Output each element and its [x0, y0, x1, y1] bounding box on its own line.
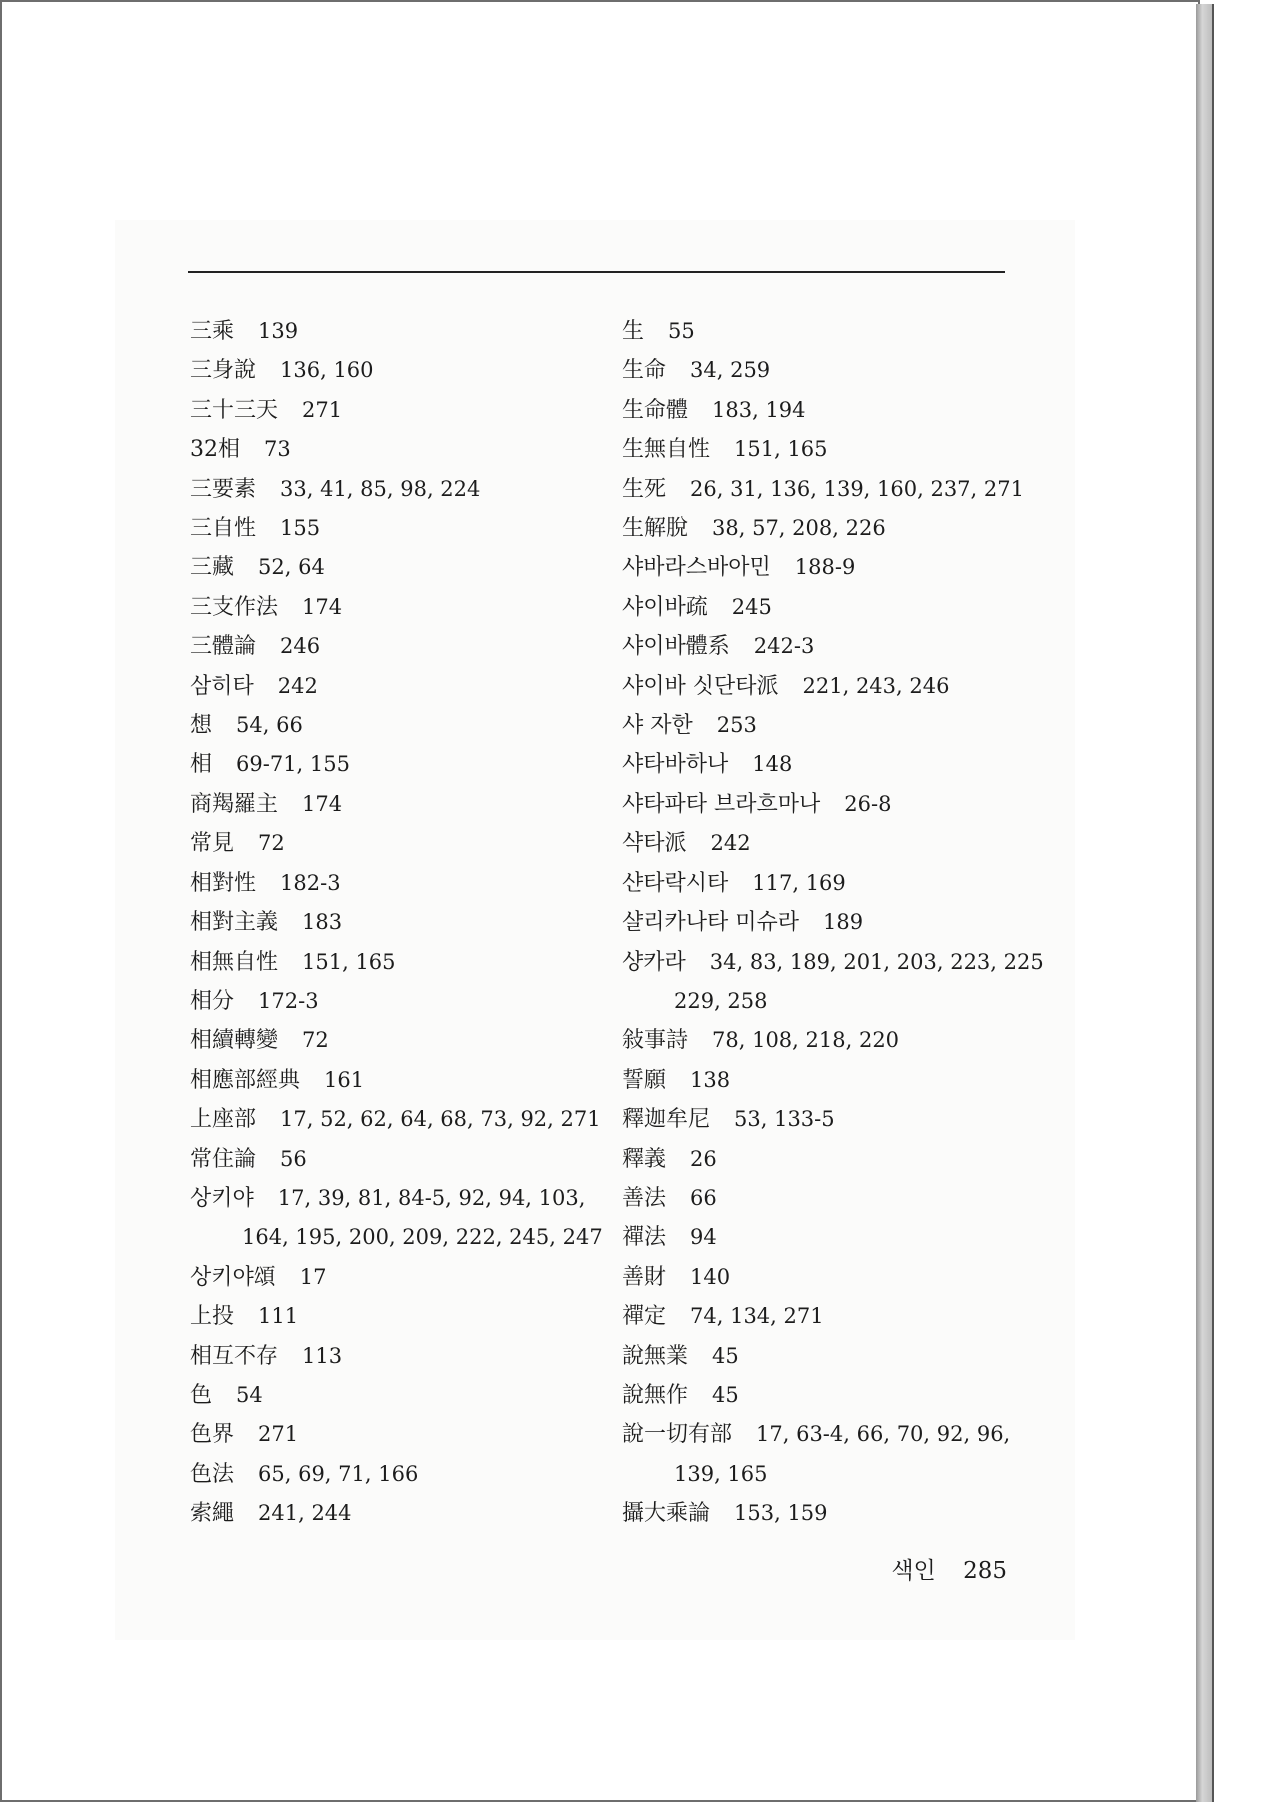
index-page-refs: 33, 41, 85, 98, 224 [280, 476, 481, 501]
index-entry-continuation [622, 1455, 1042, 1494]
index-page-refs: 65, 69, 71, 166 [258, 1461, 419, 1486]
index-entry [190, 1140, 610, 1179]
index-entry [622, 1376, 1042, 1415]
index-term: 三藏 [190, 555, 235, 581]
index-entry [622, 706, 1042, 745]
index-page-refs: 189 [823, 910, 864, 935]
index-entry [190, 1179, 610, 1218]
index-entry [622, 943, 1042, 982]
index-page-refs: 34, 83, 189, 201, 203, 223, 225 [709, 949, 1044, 974]
page-edge [1196, 4, 1214, 1802]
index-entry [622, 627, 1042, 666]
index-term: 샨타락시타 [622, 870, 729, 896]
index-entry [622, 470, 1042, 509]
index-term: 色 [190, 1382, 213, 1408]
index-page-refs: 45 [712, 1382, 739, 1407]
index-term: 相對主義 [190, 910, 279, 936]
index-page-refs: 174 [302, 594, 343, 619]
index-term: 常住論 [190, 1146, 257, 1172]
index-entry-continuation [622, 982, 1042, 1021]
index-page-refs: 72 [258, 831, 285, 856]
index-page-refs: 151, 165 [302, 949, 396, 974]
index-page-refs: 161 [324, 1067, 365, 1092]
index-page-refs: 271 [302, 397, 343, 422]
index-page-refs: 53, 133-5 [734, 1107, 835, 1132]
footer-label: 색인 [891, 1558, 936, 1584]
index-page-refs: 271 [258, 1422, 299, 1447]
index-page-refs: 38, 57, 208, 226 [712, 516, 886, 541]
index-entry [622, 667, 1042, 706]
index-page-refs: 17 [299, 1264, 327, 1289]
index-page-refs: 242-3 [753, 634, 815, 659]
index-page-refs: 72 [302, 1028, 329, 1053]
index-page-refs: 55 [668, 319, 695, 343]
index-term: 相對性 [190, 870, 257, 896]
index-term: 三十三天 [190, 397, 279, 423]
index-term: 相分 [190, 988, 235, 1014]
index-term: 攝大乘論 [622, 1501, 711, 1527]
index-term: 生命 [622, 358, 667, 384]
index-term: 禪法 [622, 1225, 667, 1251]
index-term: 生無自性 [622, 437, 711, 463]
index-page-refs: 73 [264, 437, 291, 462]
index-entry [622, 391, 1042, 430]
index-term: 色法 [190, 1461, 235, 1487]
index-term: 相續轉變 [190, 1028, 279, 1054]
index-term: 三乘 [190, 319, 235, 344]
index-entry [190, 1455, 610, 1494]
index-term: 上座部 [190, 1107, 257, 1133]
index-entry [622, 351, 1042, 390]
index-page-refs: 113 [302, 1343, 343, 1368]
index-page-refs: 241, 244 [258, 1501, 352, 1526]
index-page-refs: 26, 31, 136, 139, 160, 237, 271 [690, 476, 1024, 501]
index-term: 三自性 [190, 516, 257, 542]
index-page-refs: 182-3 [280, 870, 341, 895]
index-page-refs: 140 [690, 1264, 731, 1289]
index-page-refs: 151, 165 [734, 437, 828, 462]
index-entry [190, 943, 610, 982]
index-term: 說一切有部 [622, 1422, 733, 1448]
index-page-refs: 136, 160 [280, 358, 374, 383]
index-entry [190, 824, 610, 863]
index-page-refs: 78, 108, 218, 220 [712, 1028, 900, 1053]
index-entry [622, 1218, 1042, 1257]
index-entry [622, 824, 1042, 863]
index-term: 샥타派 [622, 831, 687, 857]
index-page-refs: 139 [258, 319, 299, 343]
index-page-refs: 74, 134, 271 [690, 1304, 824, 1329]
index-page-refs: 26 [690, 1146, 717, 1171]
index-entry [190, 312, 610, 351]
index-term: 釋義 [622, 1146, 667, 1172]
index-page-refs: 253 [716, 713, 757, 738]
index-entry [622, 1021, 1042, 1060]
index-page-refs: 117, 169 [752, 870, 846, 895]
index-entry [190, 391, 610, 430]
index-entry [622, 745, 1042, 784]
index-entry [622, 588, 1042, 627]
index-entry [190, 548, 610, 587]
index-term: 索繩 [190, 1501, 235, 1527]
index-page-refs: 183 [302, 910, 343, 935]
index-entry [190, 627, 610, 666]
index-entry [190, 903, 610, 942]
index-term: 生解脫 [622, 516, 689, 542]
index-term: 色界 [190, 1422, 235, 1448]
header-rule [188, 271, 1005, 273]
index-entry [190, 509, 610, 548]
index-term: 相無自性 [190, 949, 279, 975]
index-page-refs: 174 [302, 791, 343, 816]
index-entry [622, 509, 1042, 548]
index-entry [622, 1061, 1042, 1100]
index-term: 商羯羅主 [190, 791, 279, 817]
index-entry [622, 785, 1042, 824]
index-page-refs: 221, 243, 246 [802, 673, 950, 698]
index-term: 三要素 [190, 476, 257, 502]
index-term: 敍事詩 [622, 1028, 689, 1054]
index-term: 上投 [190, 1304, 235, 1330]
index-term: 샤이바疏 [622, 594, 708, 620]
index-page-refs: 94 [690, 1225, 717, 1250]
index-term: 샤타바하나 [622, 752, 729, 778]
index-entry [190, 1061, 610, 1100]
index-page-refs: 111 [258, 1304, 299, 1329]
index-entry [622, 903, 1042, 942]
index-term: 상키야頌 [190, 1264, 276, 1290]
index-page-refs: 188-9 [794, 555, 856, 580]
index-term: 善法 [622, 1185, 667, 1211]
index-page-refs: 17, 52, 62, 64, 68, 73, 92, 271 [280, 1107, 601, 1132]
index-entry [190, 1494, 610, 1533]
index-page-refs: 139, 165 [674, 1461, 768, 1486]
index-entry [622, 430, 1042, 469]
index-entry [622, 1494, 1042, 1533]
index-page-refs: 45 [712, 1343, 739, 1368]
index-term: 想 [190, 713, 213, 739]
index-entry [190, 785, 610, 824]
index-term: 三支作法 [190, 594, 279, 620]
index-term: 生 [622, 319, 645, 344]
index-entry [622, 1258, 1042, 1297]
index-term: 샤이바 싯단타派 [622, 673, 779, 699]
index-page-refs: 164, 195, 200, 209, 222, 245, 247 [242, 1225, 603, 1250]
index-column-left [190, 312, 610, 1534]
page-number: 285 [963, 1558, 1007, 1584]
index-entry [190, 1258, 610, 1297]
index-term: 32相 [190, 437, 240, 463]
index-term: 샹카라 [622, 949, 686, 975]
index-entry [190, 667, 610, 706]
index-entry [190, 982, 610, 1021]
index-term: 禪定 [622, 1304, 667, 1330]
index-page-refs: 66 [690, 1185, 717, 1210]
index-entry [622, 548, 1042, 587]
index-term: 說無作 [622, 1382, 689, 1408]
index-entry [622, 1100, 1042, 1139]
index-entry-continuation [190, 1218, 610, 1257]
index-entry [190, 1297, 610, 1336]
index-entry [622, 1297, 1042, 1336]
index-term: 相 [190, 752, 213, 778]
index-entry [190, 1100, 610, 1139]
index-term: 샬리카나타 미슈라 [622, 910, 800, 936]
index-page-refs: 34, 259 [690, 358, 771, 383]
index-entry [190, 1021, 610, 1060]
index-entry [622, 1415, 1042, 1454]
index-page-refs: 17, 63-4, 66, 70, 92, 96, [756, 1422, 1011, 1447]
index-entry [190, 745, 610, 784]
index-term: 生命體 [622, 397, 689, 423]
index-term: 相應部經典 [190, 1067, 301, 1093]
index-page-refs: 153, 159 [734, 1501, 828, 1526]
index-page-refs: 246 [280, 634, 321, 659]
index-term: 삼히타 [190, 673, 254, 699]
index-page-refs: 242 [277, 673, 318, 698]
index-term: 誓願 [622, 1067, 667, 1093]
index-term: 說無業 [622, 1343, 689, 1369]
index-page-refs: 26-8 [844, 791, 892, 816]
index-page-refs: 155 [280, 516, 321, 541]
index-page-refs: 17, 39, 81, 84-5, 92, 94, 103, [277, 1185, 586, 1210]
index-page-refs: 172-3 [258, 988, 319, 1013]
index-entry [622, 1337, 1042, 1376]
index-term: 상키야 [190, 1185, 254, 1211]
index-term: 善財 [622, 1264, 667, 1290]
index-entry [190, 1376, 610, 1415]
index-term: 샤타파타 브라흐마나 [622, 791, 821, 817]
index-page-refs: 52, 64 [258, 555, 325, 580]
index-page-refs: 56 [280, 1146, 307, 1171]
index-entry [190, 864, 610, 903]
index-page-refs: 148 [752, 752, 793, 777]
index-term: 三體論 [190, 634, 257, 660]
index-entry [622, 1140, 1042, 1179]
index-entry [190, 1337, 610, 1376]
index-page-refs: 245 [731, 594, 772, 619]
index-entry [190, 706, 610, 745]
index-term: 샤 자한 [622, 713, 693, 739]
index-page-refs: 54, 66 [236, 713, 303, 738]
index-page-refs: 183, 194 [712, 397, 806, 422]
index-term: 相互不存 [190, 1343, 279, 1369]
index-page-refs: 54 [236, 1382, 263, 1407]
index-column-right [622, 312, 1042, 1534]
index-entry [190, 1415, 610, 1454]
index-entry [622, 1179, 1042, 1218]
index-page-refs: 242 [710, 831, 751, 856]
index-page-refs: 69-71, 155 [236, 752, 350, 777]
index-term: 三身說 [190, 358, 257, 384]
index-page-refs: 138 [690, 1067, 731, 1092]
index-term: 샤바라스바아민 [622, 555, 771, 581]
page-footer [891, 1552, 1007, 1585]
index-entry [190, 351, 610, 390]
index-term: 常見 [190, 831, 235, 857]
index-entry [622, 864, 1042, 903]
index-entry [190, 430, 610, 469]
index-page-refs: 229, 258 [674, 988, 768, 1013]
index-entry [190, 470, 610, 509]
index-term: 샤이바體系 [622, 634, 730, 660]
index-term: 生死 [622, 476, 667, 502]
index-entry [190, 588, 610, 627]
index-entry [622, 312, 1042, 351]
index-term: 釋迦牟尼 [622, 1107, 711, 1133]
